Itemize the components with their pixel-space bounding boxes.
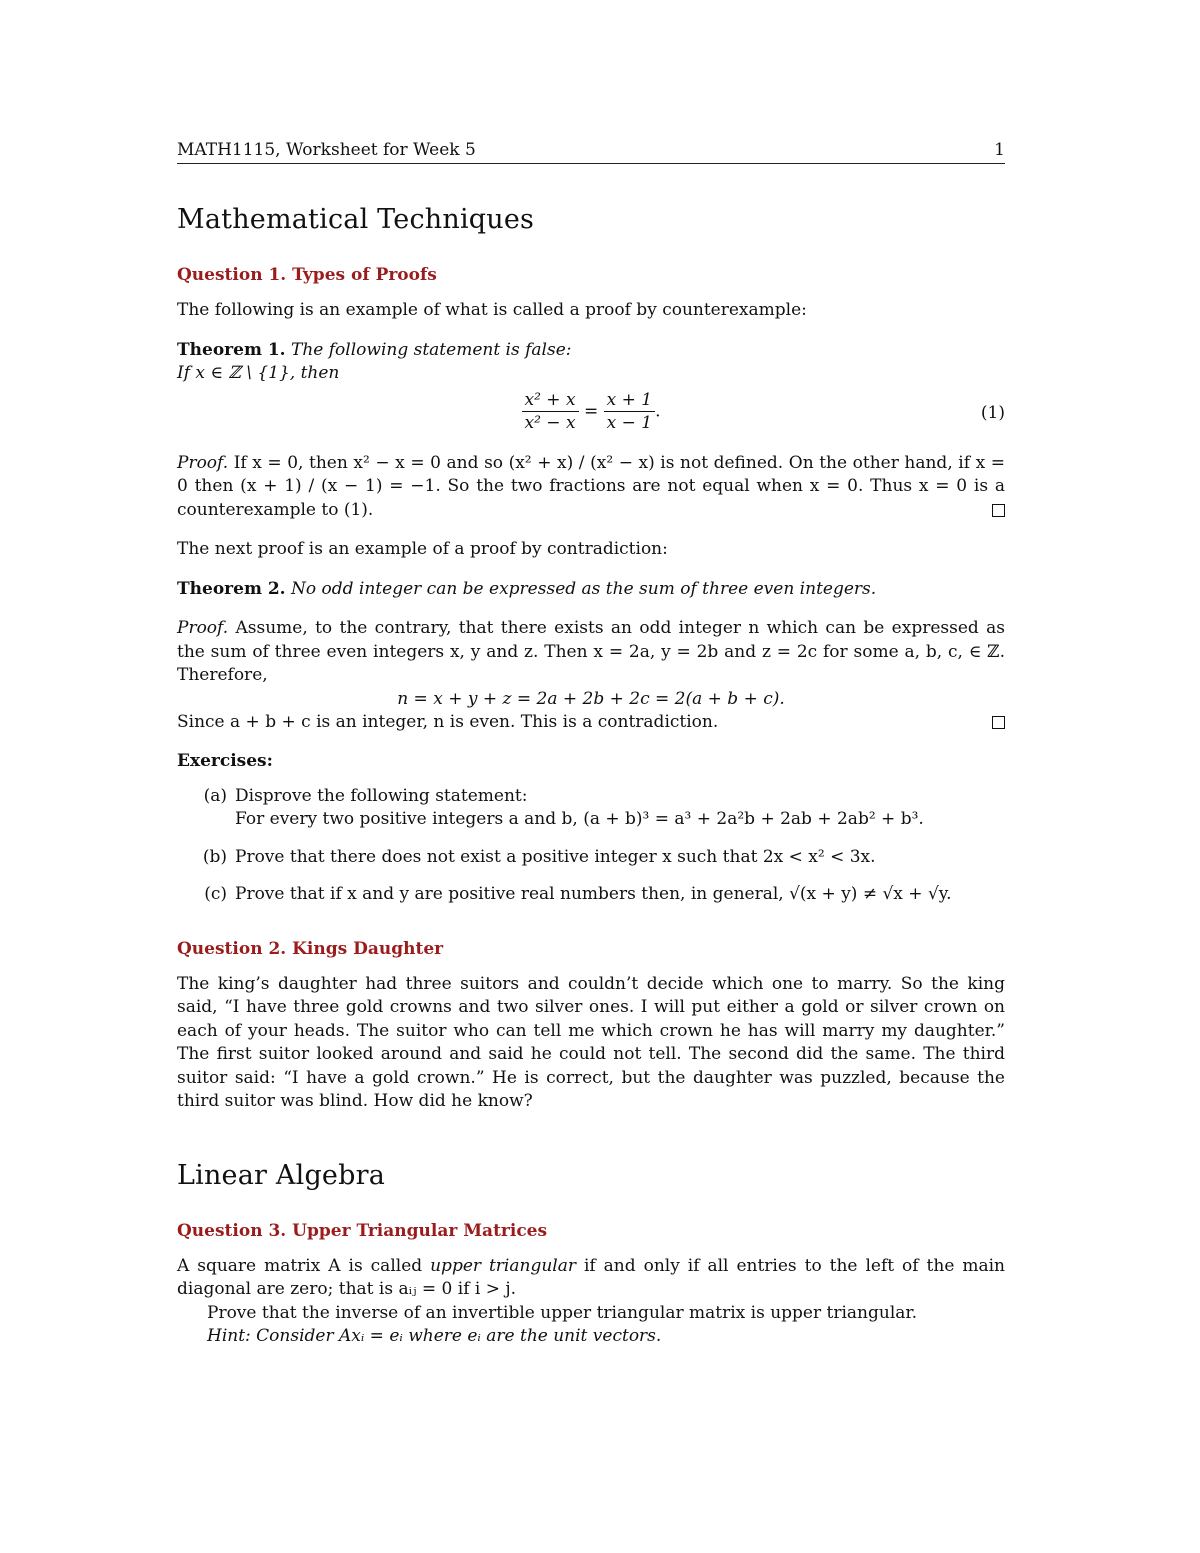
proof-1-label: Proof. bbox=[177, 452, 229, 473]
proof-2-label: Proof. bbox=[177, 618, 229, 638]
eq1-lhs-numerator: x² + x bbox=[522, 390, 579, 412]
q3-text-a: A square matrix A is called bbox=[177, 1255, 431, 1276]
page-header bbox=[177, 140, 1005, 164]
q3-text bbox=[177, 1255, 1005, 1302]
exercise-c-text: Prove that if x and y are positive real numbers then, in general, √(x + y) ≠ √x + √y. bbox=[235, 884, 952, 904]
exercise-a-line1: Disprove the following statement: bbox=[235, 785, 528, 806]
proof-2-end: Since a + b + c is an integer, n is even. This is a contradiction. bbox=[177, 712, 719, 732]
exercise-list bbox=[177, 785, 1005, 907]
section-title-linear-algebra: Linear Algebra bbox=[177, 1159, 386, 1191]
proof-2 bbox=[177, 617, 1005, 688]
proof-2-text: Assume, to the contrary, that there exists an odd integer n which can be expressed as the sum of three even integers x, y and z. Then x = 2a, y = 2b and z = 2c for some a, b, c, ∈ ℤ. Therefore, bbox=[177, 618, 1005, 685]
theorem-1-text: The following statement is false: bbox=[291, 339, 572, 360]
theorem-1 bbox=[177, 339, 1005, 386]
proof-2-equation: n = x + y + z = 2a + 2b + 2c = 2(a + b + c). bbox=[397, 688, 785, 709]
exercise-b-text: Prove that there does not exist a positive integer x such that 2x < x² < 3x. bbox=[235, 846, 876, 867]
contradiction-intro: The next proof is an example of a proof by contradiction: bbox=[177, 539, 668, 559]
q3-hint: Hint: Consider Axᵢ = eᵢ where eᵢ are the unit vectors. bbox=[207, 1326, 662, 1346]
eq1-lhs-denominator: x² − x bbox=[524, 412, 576, 433]
theorem-2 bbox=[177, 578, 1005, 602]
proof-1 bbox=[177, 452, 1005, 523]
q3-text-b: if and only if all entries to the left of the main diagonal are zero; that is aᵢⱼ = 0 if i > j. bbox=[177, 1255, 1005, 1299]
eq1-rhs-denominator: x − 1 bbox=[606, 412, 653, 433]
q3-task: Prove that the inverse of an invertible upper triangular matrix is upper triangular. bbox=[207, 1302, 918, 1323]
exercise-label: (a) bbox=[203, 785, 227, 806]
theorem-1-line2: If x ∈ ℤ \ {1}, then bbox=[177, 363, 340, 383]
eq1-lhs-fraction bbox=[522, 390, 579, 433]
worksheet-page bbox=[177, 140, 1005, 1349]
page-number: 1 bbox=[994, 140, 1005, 160]
section-title-techniques: Mathematical Techniques bbox=[177, 204, 535, 235]
eq1-rhs-numerator: x + 1 bbox=[604, 390, 655, 412]
qed-box-icon bbox=[992, 716, 1005, 729]
question-3-title: Question 3. Upper Triangular Matrices bbox=[177, 1220, 548, 1241]
header-title: MATH1115, Worksheet for Week 5 bbox=[177, 140, 476, 160]
exercise-c bbox=[177, 883, 1005, 907]
exercise-label: (b) bbox=[202, 846, 227, 867]
exercise-label: (c) bbox=[204, 884, 227, 904]
q2-text: The king’s daughter had three suitors and couldn’t decide which one to marry. So the king said, “I have three gold crowns and two silver ones. I will put either a gold or silver crown on each of your heads. The suitor who can tell me which crown he has will marry my daughter.” The first suitor looked around and said he could not tell. The second did the same. The third suitor said: “I have a gold crown.” He is correct, but the daughter was puzzled, because the third suitor was blind. How did he know? bbox=[177, 973, 1005, 1111]
exercises-label: Exercises: bbox=[177, 750, 273, 771]
theorem-1-label: Theorem 1. bbox=[177, 339, 286, 360]
exercise-a-line2: For every two positive integers a and b, (a + b)³ = a³ + 2a²b + 2ab + 2ab² + b³. bbox=[235, 809, 924, 829]
q1-intro: The following is an example of what is called a proof by counterexample: bbox=[177, 300, 807, 320]
eq1-rhs-fraction bbox=[604, 390, 655, 433]
theorem-2-label: Theorem 2. bbox=[177, 578, 286, 599]
eq1-number: (1) bbox=[980, 402, 1005, 423]
q3-text-em: upper triangular bbox=[430, 1255, 576, 1276]
question-1-title: Question 1. Types of Proofs bbox=[177, 265, 437, 285]
proof-2-conclusion bbox=[177, 711, 1005, 735]
qed-box-icon bbox=[992, 504, 1005, 517]
proof-1-text: If x = 0, then x² − x = 0 and so (x² + x) / (x² − x) is not defined. On the other hand, if x = 0 then (x + 1) / (x − 1) = −1. So the two fractions are not equal when x = 0. Thus x = 0 is a counterexample to (1). bbox=[177, 452, 1005, 520]
exercise-b bbox=[177, 846, 1005, 870]
eq1-equals: = bbox=[583, 401, 599, 421]
eq1-period: . bbox=[655, 401, 661, 421]
exercise-a bbox=[177, 785, 1005, 832]
equation-1 bbox=[177, 390, 1005, 438]
theorem-2-text: No odd integer can be expressed as the sum of three even integers. bbox=[291, 578, 877, 599]
question-2-title: Question 2. Kings Daughter bbox=[177, 938, 444, 959]
